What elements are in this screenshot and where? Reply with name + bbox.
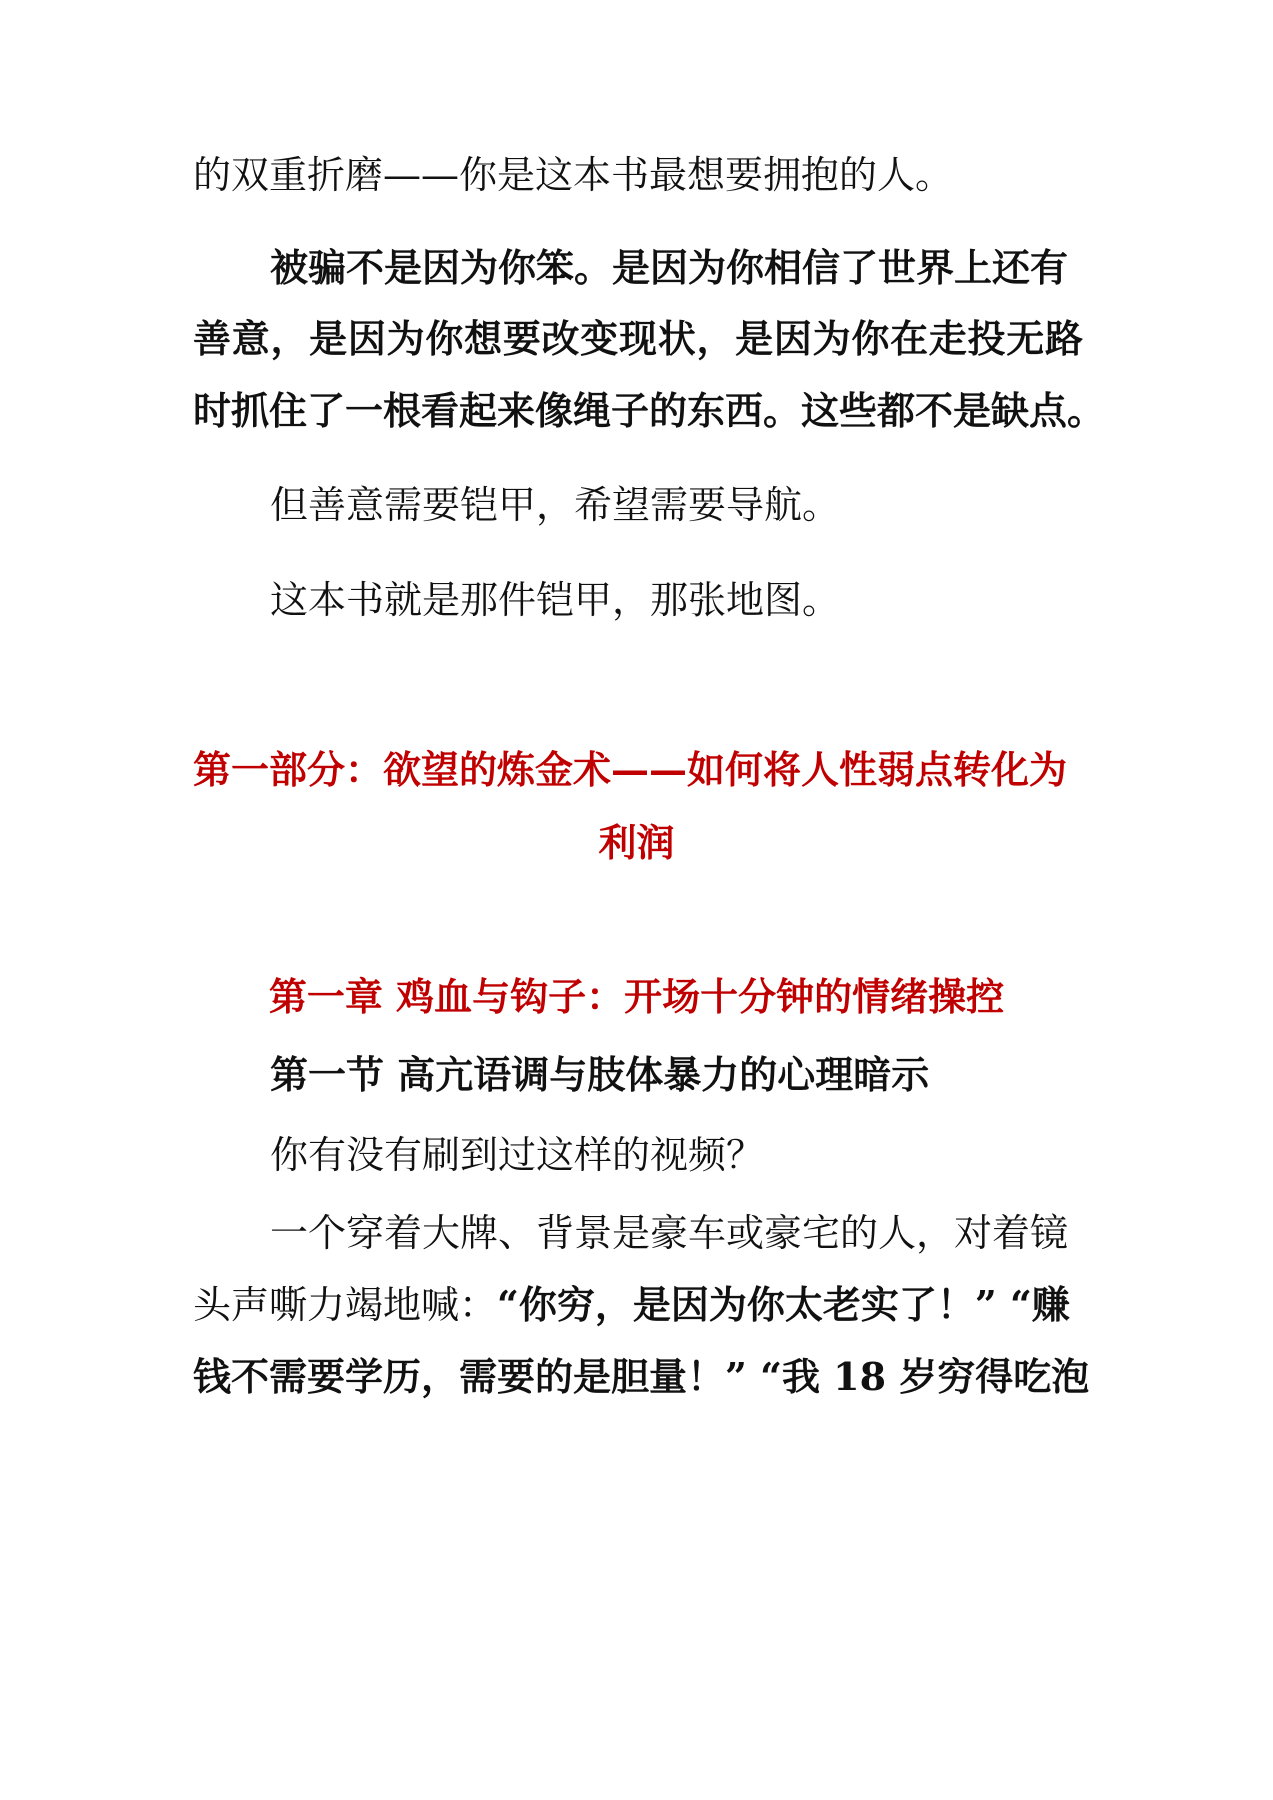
paragraph-text: 头声嘶力竭地喊： xyxy=(193,1283,498,1327)
paragraph-line: 善意，是因为你想要改变现状，是因为你在走投无路 xyxy=(193,316,1083,361)
section-title: 第一节 高亢语调与肢体暴力的心理暗示 xyxy=(270,1052,930,1097)
paragraph-line xyxy=(193,1280,1070,1330)
paragraph-line: 钱不需要学历，需要的是胆量！” “我 18 岁穷得吃泡 xyxy=(193,1354,1090,1399)
paragraph-line: 时抓住了一根看起来像绳子的东西。这些都不是缺点。 xyxy=(193,388,1106,433)
paragraph-line: 被骗不是因为你笨。是因为你相信了世界上还有 xyxy=(270,245,1069,290)
paragraph-line: 的双重折磨——你是这本书最想要拥抱的人。 xyxy=(193,153,954,197)
part-title-continued: 利润 xyxy=(598,820,675,865)
paragraph-line: 你有没有刷到过这样的视频？ xyxy=(270,1133,765,1177)
part-title: 第一部分：欲望的炼金术——如何将人性弱点转化为 xyxy=(193,747,1068,792)
paragraph-line: 一个穿着大牌、背景是豪车或豪宅的人，对着镜 xyxy=(270,1211,1069,1255)
paragraph-line: 但善意需要铠甲，希望需要导航。 xyxy=(270,483,841,527)
quote-text: “你穷，是因为你太老实了！” “赚 xyxy=(497,1282,1070,1327)
chapter-title: 第一章 鸡血与钩子：开场十分钟的情绪操控 xyxy=(268,974,1005,1019)
paragraph-line: 这本书就是那件铠甲，那张地图。 xyxy=(270,578,841,622)
